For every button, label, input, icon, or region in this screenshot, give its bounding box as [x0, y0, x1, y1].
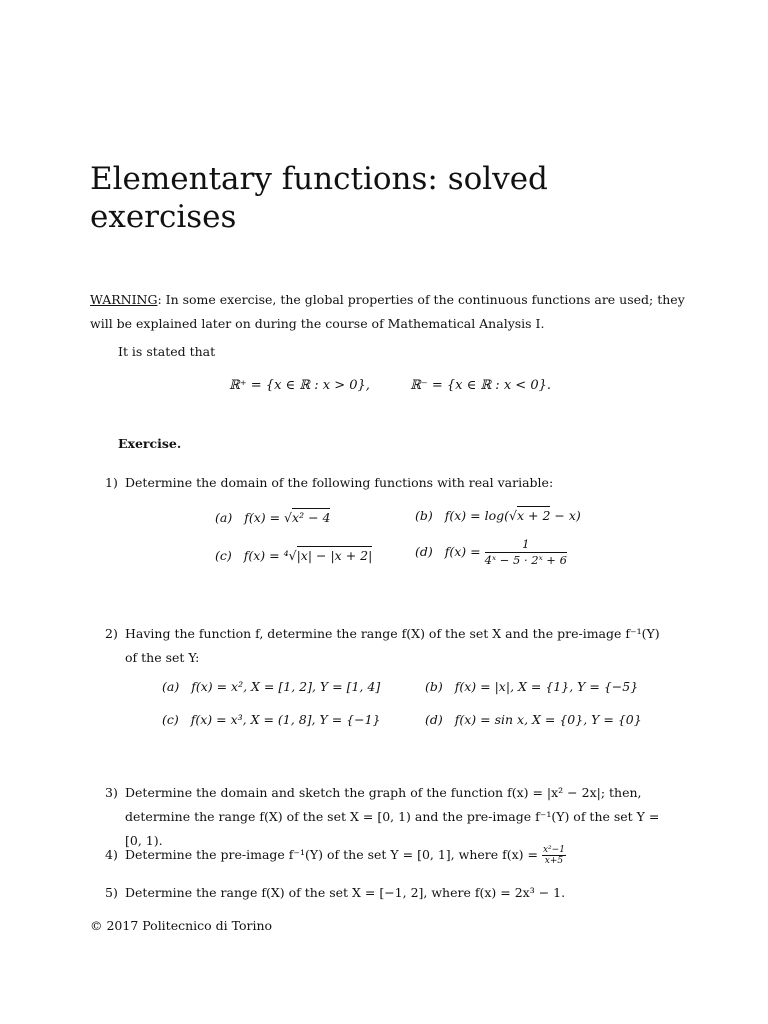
option-label: (c)	[162, 712, 179, 727]
option-label: (b)	[425, 679, 443, 694]
question-text: Having the function f, determine the range f(X) of the set X and the pre-image f⁻¹(Y) of the set Y:	[125, 626, 660, 665]
question-number: 1)	[105, 475, 118, 490]
radicand: |x| − |x + 2|	[296, 548, 373, 563]
fraction-numerator: x²−1	[542, 845, 565, 855]
question-2	[105, 622, 675, 670]
question-number: 2)	[105, 626, 118, 641]
option-expr: f(x) = √	[244, 510, 293, 525]
question-number: 3)	[105, 785, 118, 800]
question-1	[105, 471, 675, 495]
question-text-wrap	[125, 843, 675, 867]
option-expr: f(x) = |x|, X = {1}, Y = {−5}	[454, 679, 639, 694]
warning-paragraph	[90, 288, 690, 336]
option-label: (d)	[415, 544, 433, 559]
q2-option-d	[425, 712, 642, 727]
warning-label: WARNING	[90, 292, 158, 307]
radicand: x + 2	[516, 508, 551, 523]
option-expr: f(x) =	[444, 544, 481, 559]
set-plus: ℝ⁺ = {x ∈ ℝ : x > 0},	[228, 378, 370, 393]
option-expr: f(x) = x³, X = (1, 8], Y = {−1}	[190, 712, 381, 727]
set-definitions	[90, 378, 690, 393]
fraction-denominator: 4ˣ − 5 · 2ˣ + 6	[484, 553, 567, 567]
option-expr: f(x) = x², X = [1, 2], Y = [1, 4]	[191, 679, 381, 694]
question-4	[105, 843, 675, 867]
option-label: (a)	[215, 510, 233, 525]
fraction	[542, 845, 566, 866]
page-title: Elementary functions: solved exercises	[90, 161, 548, 235]
option-label: (c)	[215, 548, 232, 563]
option-label: (b)	[415, 508, 433, 523]
fraction-numerator: 1	[485, 537, 567, 553]
q1-option-b	[415, 508, 581, 523]
q2-option-b	[425, 679, 638, 694]
q1-option-a	[215, 510, 330, 525]
fraction	[485, 537, 567, 568]
option-label: (d)	[425, 712, 443, 727]
stated-text: It is stated that	[118, 344, 216, 359]
question-text: Determine the domain and sketch the graph of the function f(x) = |x² − 2x|; then, determine the range f(X) of the set X = [0, 1) and the pre-image f⁻¹(Y) of the set Y = [0, 1).	[125, 785, 660, 848]
question-5	[105, 881, 675, 905]
q1-option-d	[415, 537, 567, 568]
exercise-heading: Exercise.	[118, 436, 182, 451]
option-expr: f(x) = sin x, X = {0}, Y = {0}	[454, 712, 642, 727]
question-text: Determine the pre-image f⁻¹(Y) of the set Y = [0, 1], where f(x) =	[125, 847, 538, 862]
question-number: 4)	[105, 847, 118, 862]
option-expr: f(x) = log(√	[444, 508, 517, 523]
set-minus: ℝ⁻ = {x ∈ ℝ : x < 0}.	[410, 378, 551, 393]
radicand: x² − 4	[292, 510, 331, 525]
option-expr: f(x) = ⁴√	[243, 548, 297, 563]
q2-option-a	[162, 679, 380, 694]
q1-option-c	[215, 548, 372, 563]
q2-option-c	[162, 712, 380, 727]
option-expr-tail: − x)	[550, 508, 581, 523]
warning-text: : In some exercise, the global properties of the continuous functions are used; they will be explained later on during the course of Mathematical Analysis I.	[90, 292, 685, 331]
option-label: (a)	[162, 679, 180, 694]
question-number: 5)	[105, 885, 118, 900]
copyright-footer: © 2017 Politecnico di Torino	[90, 918, 273, 933]
fraction-denominator: x+5	[544, 856, 564, 866]
question-text: Determine the range f(X) of the set X = [−1, 2], where f(x) = 2x³ − 1.	[125, 885, 566, 900]
question-text: Determine the domain of the following functions with real variable:	[125, 475, 554, 490]
